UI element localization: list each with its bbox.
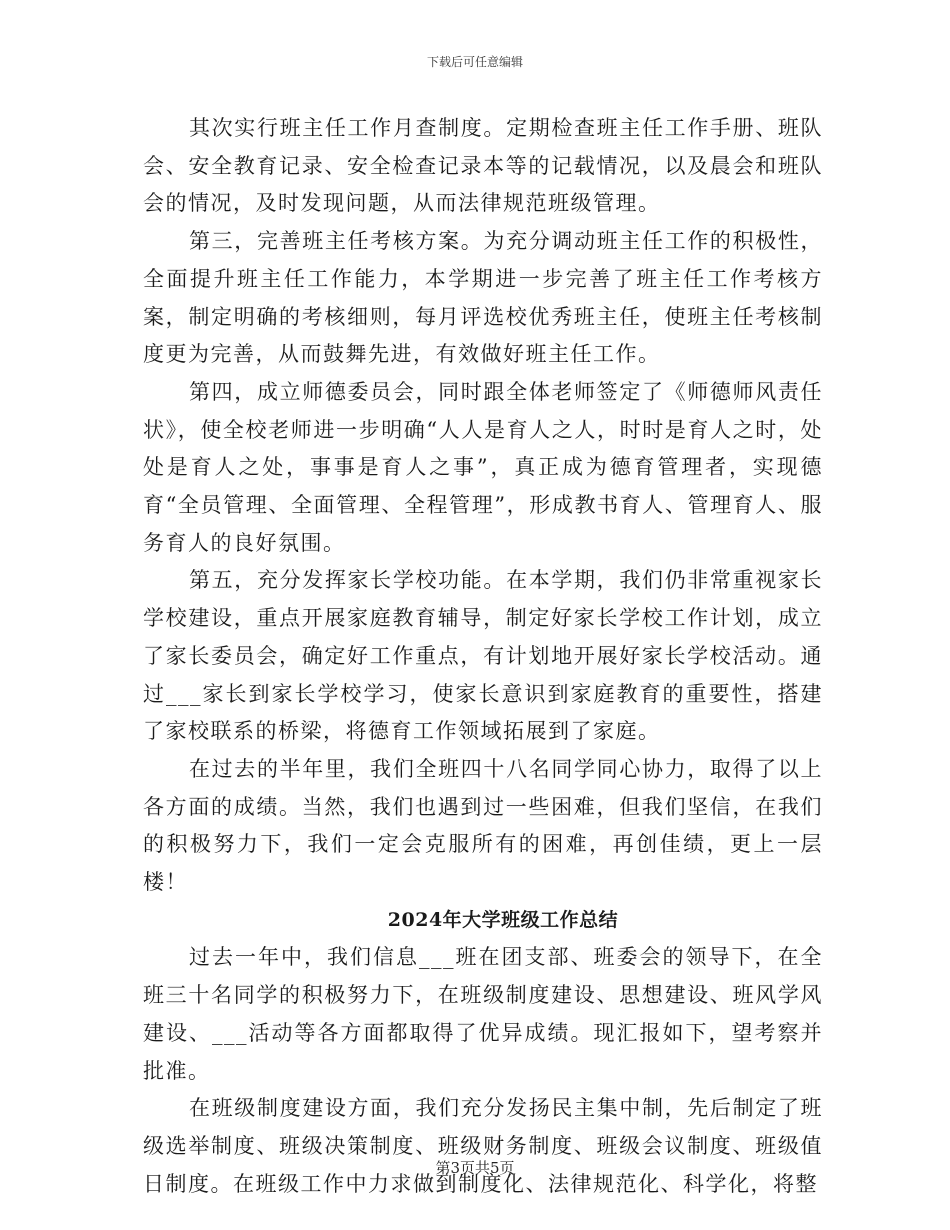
paragraph-assessment-plan: 第三，完善班主任考核方案。为充分调动班主任工作的积极性，全面提升班主任工作能力，本学期进一步完善了班主任工作考核方案，制定明确的考核细则，每月评选校优秀班主任，使班主任考核制度更为完善，从而鼓舞先进，有效做好班主任工作。 bbox=[143, 229, 823, 367]
paragraph-parent-school: 第五，充分发挥家长学校功能。在本学期，我们仍非常重视家长学校建设，重点开展家庭教育辅导，制定好家长学校工作计划，成立了家长委员会，确定好工作重点，有计划地开展好家长学校活动。通过___家长到家长学校学习，使家长意识到家庭教育的重要性，搭建了家校联系的桥梁，将德育工作领域拓展到了家庭。 bbox=[143, 568, 823, 744]
document-body bbox=[143, 110, 823, 1203]
page-number: 第3页共5页 bbox=[435, 1159, 515, 1177]
paragraph-class-system: 在班级制度建设方面，我们充分发扬民主集中制，先后制定了班级选举制度、班级决策制度、班级财务制度、班级会议制度、班级值日制度。在班级工作中力求做到制度化、法律规范化、科学化，将整 bbox=[143, 1096, 823, 1196]
page-header: 下载后可任意编辑 bbox=[426, 55, 523, 69]
paragraph-year-overview: 过去一年中，我们信息___班在团支部、班委会的领导下，在全班三十名同学的积极努力下，在班级制度建设、思想建设、班风学风建设、___活动等各方面都取得了优异成绩。现汇报如下，望考察并批准。 bbox=[143, 945, 823, 1083]
paragraph-class-teacher-monthly-check: 其次实行班主任工作月查制度。定期检查班主任工作手册、班队会、安全教育记录、安全检查记录本等的记载情况，以及晨会和班队会的情况，及时发现问题，从而法律规范班级管理。 bbox=[143, 116, 823, 216]
section-title: 2024年大学班级工作总结 bbox=[387, 908, 619, 931]
paragraph-semester-summary: 在过去的半年里，我们全班四十八名同学同心协力，取得了以上各方面的成绩。当然，我们也遇到过一些困难，但我们坚信，在我们的积极努力下，我们一定会克服所有的困难，再创佳绩，更上一层楼！ bbox=[143, 756, 823, 895]
paragraph-ethics-committee: 第四，成立师德委员会，同时跟全体老师签定了《师德师风责任状》，使全校老师进一步明确“人人是育人之人，时时是育人之时，处处是育人之处，事事是育人之事”，真正成为德育管理者，实现德育“全员管理、全面管理、全程管理”，形成教书育人、管理育人、服务育人的良好氛围。 bbox=[143, 379, 823, 555]
